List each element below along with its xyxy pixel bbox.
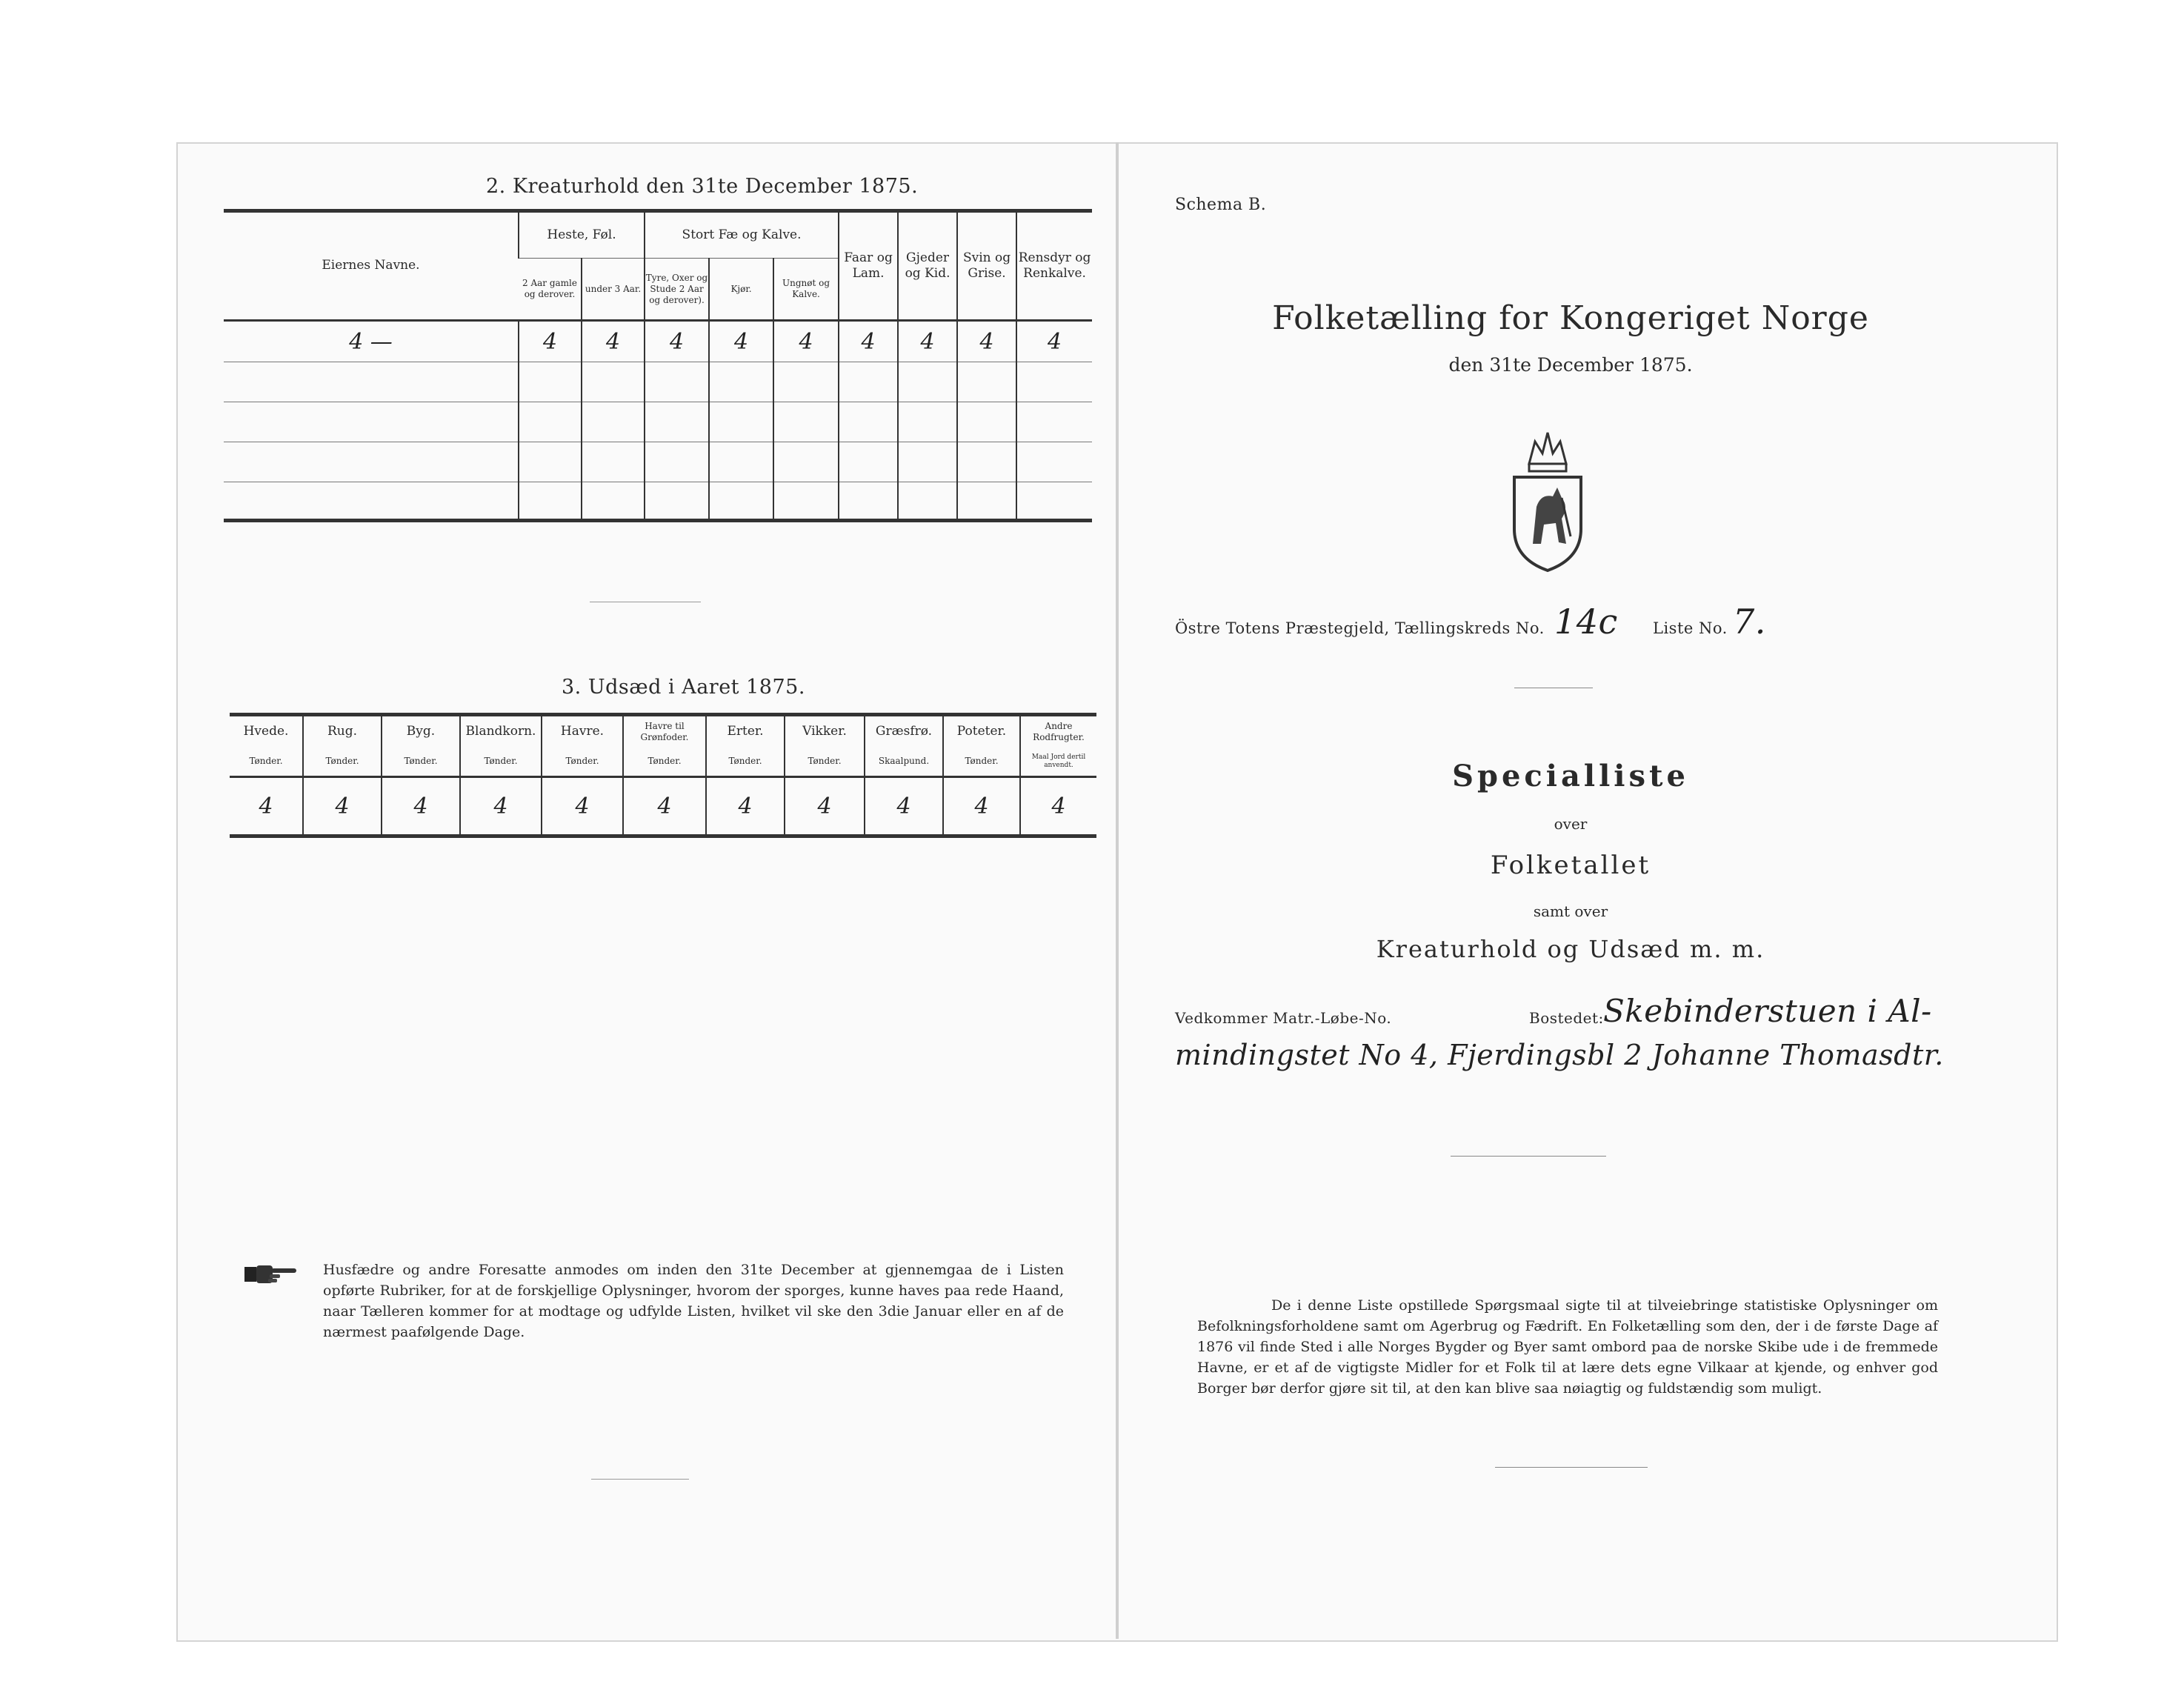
havre-header: Havre. xyxy=(542,715,623,748)
erter-header: Erter. xyxy=(706,715,785,748)
divider-line xyxy=(591,1479,689,1480)
kreatur-cell: 4 xyxy=(519,321,582,362)
gjeder-header: Gjeder og Kid. xyxy=(898,211,957,321)
prestegjeld-label: Östre Totens Præstegjeld, xyxy=(1175,619,1390,637)
pointing-hand-icon xyxy=(243,1262,299,1286)
udsaed-cell: 4 xyxy=(382,777,460,836)
over-text: over xyxy=(1554,815,1588,833)
kreatur-cell: 4 xyxy=(1016,321,1092,362)
kjor-header: Kjør. xyxy=(709,259,773,321)
unit-label: Tønder. xyxy=(785,748,865,777)
rug-header: Rug. xyxy=(303,715,382,748)
hvede-header: Hvede. xyxy=(243,724,289,739)
stortfae-group-header: Stort Fæ og Kalve. xyxy=(645,211,839,259)
main-title: Folketælling for Kongeriget Norge xyxy=(1272,299,1869,337)
svin-header: Svin og Grise. xyxy=(957,211,1016,321)
kreatur-cell: 4 xyxy=(898,321,957,362)
kreatur-table xyxy=(224,209,1092,522)
kreds-value: 14c xyxy=(1554,602,1618,642)
udsaed-title: 3. Udsæd i Aaret 1875. xyxy=(562,676,805,699)
blandkorn-header: Blandkorn. xyxy=(460,715,542,748)
udsaed-cell: 4 xyxy=(943,777,1020,836)
udsaed-cell: 4 xyxy=(542,777,623,836)
empty-row xyxy=(224,362,1092,402)
graesfro-header: Græsfrø. xyxy=(865,715,943,748)
byg-header: Byg. xyxy=(382,715,460,748)
owner-header: Eiernes Navne. xyxy=(322,258,420,273)
page-fold xyxy=(1116,142,1119,1639)
matr-label: Vedkommer Matr.-Løbe-No. xyxy=(1175,1009,1392,1027)
kreds-label: Tællingskreds No. xyxy=(1394,619,1545,637)
heste-young-header: under 3 Aar. xyxy=(582,259,645,321)
andre-rodfrugter-header: Andre Rodfrugter. xyxy=(1020,715,1096,748)
unit-label: Tønder. xyxy=(623,748,706,777)
unit-label: Maal Jord dertil anvendt. xyxy=(1020,748,1096,777)
unit-label: Tønder. xyxy=(249,756,283,767)
udsaed-cell: 4 xyxy=(303,777,382,836)
udsaed-cell: 4 xyxy=(865,777,943,836)
empty-row xyxy=(224,442,1092,482)
udsaed-cell: 4 xyxy=(623,777,706,836)
kreatur-cell: 4 xyxy=(582,321,645,362)
kreatur-cell: 4 xyxy=(839,321,898,362)
unit-label: Tønder. xyxy=(542,748,623,777)
specialliste-title: Specialliste xyxy=(1452,759,1689,793)
district-line xyxy=(1175,602,1766,642)
vikker-header: Vikker. xyxy=(785,715,865,748)
bostedet-label: Bostedet: xyxy=(1529,1009,1604,1027)
unit-label: Tønder. xyxy=(382,748,460,777)
udsaed-cell: 4 xyxy=(785,777,865,836)
schema-label: Schema B. xyxy=(1175,196,1267,214)
faar-header: Faar og Lam. xyxy=(839,211,898,321)
folketallet-title: Folketallet xyxy=(1490,851,1651,880)
havre-gronfoder-header: Havre til Grønfoder. xyxy=(623,715,706,748)
kreatur-cell: 4 xyxy=(773,321,839,362)
empty-row xyxy=(224,402,1092,442)
coat-of-arms-icon xyxy=(1507,425,1588,573)
kreatur-cell: 4 xyxy=(957,321,1016,362)
unit-label: Skaalpund. xyxy=(865,748,943,777)
divider-line xyxy=(1451,1156,1606,1157)
samt-over-text: samt over xyxy=(1533,902,1608,920)
udsaed-cell: 4 xyxy=(259,793,273,819)
udsaed-table xyxy=(230,713,1096,838)
kreatur-cell: 4 xyxy=(645,321,709,362)
udsaed-cell: 4 xyxy=(1020,777,1096,836)
unit-label: Tønder. xyxy=(303,748,382,777)
rensdyr-header: Rensdyr og Renkalve. xyxy=(1016,211,1092,321)
ungnot-header: Ungnøt og Kalve. xyxy=(773,259,839,321)
heste-old-header: 2 Aar gamle og derover. xyxy=(522,278,577,299)
kreatur-cell: 4 xyxy=(709,321,773,362)
unit-label: Tønder. xyxy=(706,748,785,777)
tyre-header: Tyre, Oxer og Stude 2 Aar og derover). xyxy=(645,259,709,321)
bostedet-value: Skebinderstuen i Al- xyxy=(1603,993,1932,1029)
liste-value: 7. xyxy=(1733,602,1766,642)
divider-line xyxy=(1495,1467,1648,1468)
liste-label: Liste No. xyxy=(1653,619,1728,637)
udsaed-cell: 4 xyxy=(706,777,785,836)
kreatur-title: 2. Kreaturhold den 31te December 1875. xyxy=(486,175,919,198)
unit-label: Tønder. xyxy=(460,748,542,777)
heste-group-header: Heste, Føl. xyxy=(519,211,645,259)
info-text: De i denne Liste opstillede Spørgsmaal sigte til at tilveiebringe statistiske Oplysninger om Befolkningsforholdene samt om Agerbrug og Fædrift. En Folketælling som den, der i de første Dage af 1876 vil finde Sted i alle Norges Bygder og Byer samt ombord paa de norske Skibe ude i de fremmede Havne, er et af de vigtigste Midler for et Folk til at lære dets egne Vilkaar at kjende, og enhver god Borger bør derfor gjøre sit til, at den kan blive saa nøiagtig og fuldstændig som muligt. xyxy=(1197,1297,1938,1397)
empty-row xyxy=(224,482,1092,521)
kreaturhold-title: Kreaturhold og Udsæd m. m. xyxy=(1376,935,1765,963)
udsaed-cell: 4 xyxy=(460,777,542,836)
unit-label: Tønder. xyxy=(943,748,1020,777)
owner-cell: 4 — xyxy=(349,328,393,355)
poteter-header: Poteter. xyxy=(943,715,1020,748)
footnote-text: Husfædre og andre Foresatte anmodes om inden den 31te December at gjennemgaa de i Listen opførte Rubriker, for at de forskjellige Oplysninger, hvorom der sporges, kunne haves paa rede Haand, naar Tælleren kommer for at modtage og udfylde Listen, hvilket vil ske den 3die Januar eller en af de nærmest paafølgende Dage. xyxy=(323,1262,1064,1340)
census-date: den 31te December 1875. xyxy=(1448,354,1693,376)
bostedet-line2: mindingstet No 4, Fjerdingsbl 2 Johanne Thomasdtr. xyxy=(1175,1039,1944,1071)
